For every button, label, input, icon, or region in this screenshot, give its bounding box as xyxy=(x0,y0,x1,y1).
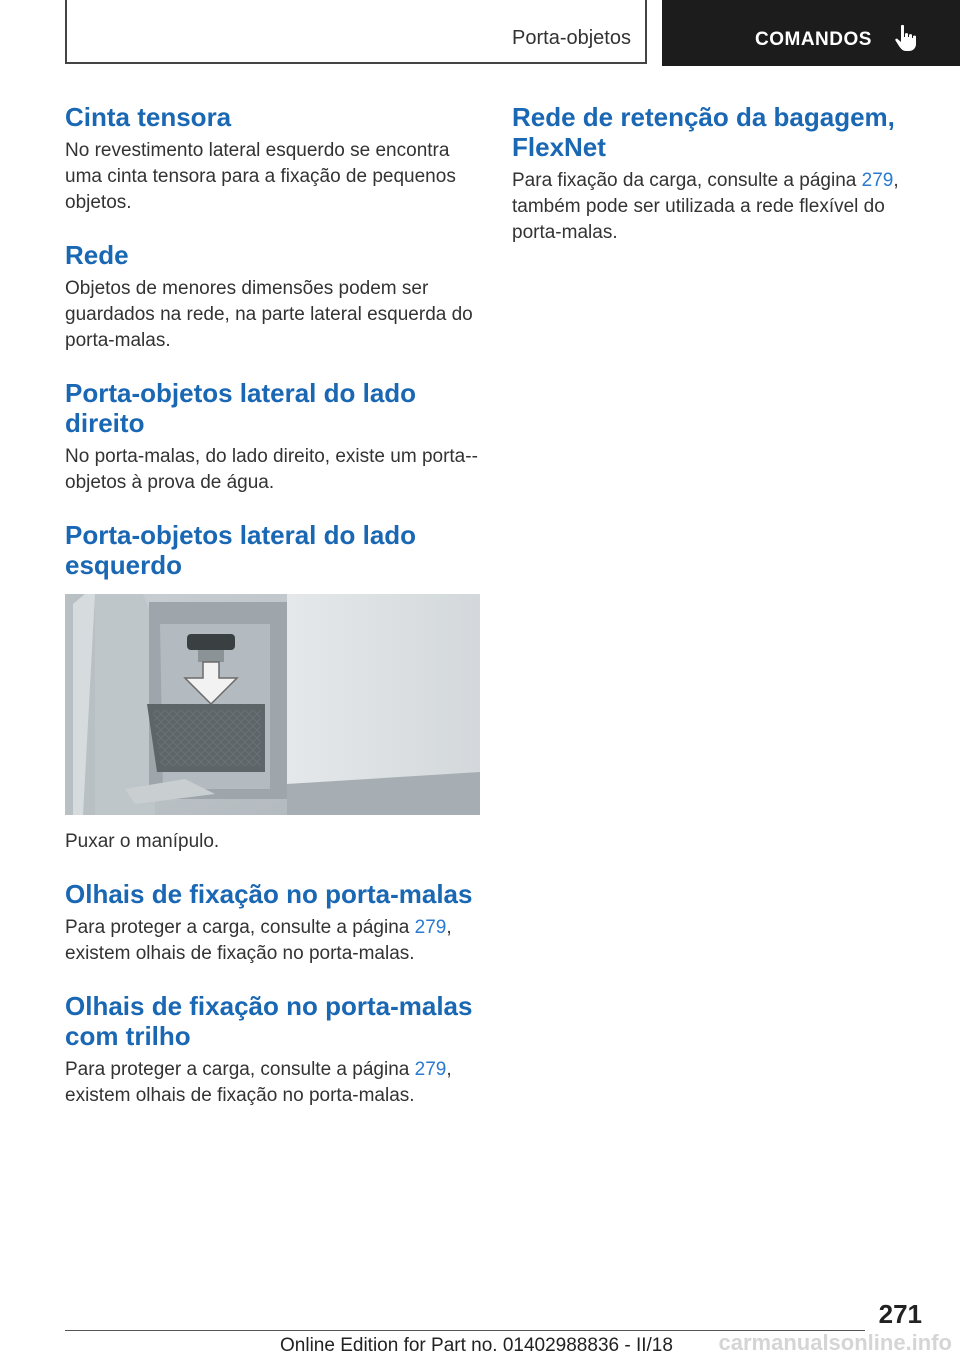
footer-watermark: carmanualsonline.info xyxy=(718,1330,952,1355)
page-number: 271 xyxy=(878,1299,922,1329)
section-cinta-tensora xyxy=(65,102,480,216)
heading-rede: Rede xyxy=(65,240,129,270)
text-olhais-trilho: Para proteger a carga, consulte a página 279, existem olhais de fixação no porta-malas. xyxy=(65,1059,452,1106)
caption-puxar-manipulo: Puxar o manípulo. xyxy=(65,831,220,852)
text-olhais-fixacao: Para proteger a carga, consulte a página 279, existem olhais de fixação no porta-malas. xyxy=(65,917,452,964)
heading-porta-objetos-esquerdo: Porta-objetos lateral do lado esquerdo xyxy=(65,520,417,580)
header-chapter-box xyxy=(662,0,960,66)
heading-olhais-trilho: Olhais de fixação no porta-malas com trilho xyxy=(65,991,473,1051)
right-column xyxy=(512,102,912,270)
page-link-279[interactable]: 279 xyxy=(414,1059,447,1080)
text-rede: Objetos de menores dimensões podem ser guardados na rede, na parte lateral esquerda do porta-malas. xyxy=(65,278,473,351)
section-olhais-fixacao xyxy=(65,879,480,967)
heading-olhais-fixacao: Olhais de fixação no porta-malas xyxy=(65,879,473,909)
header-chapter-title: COMANDOS xyxy=(755,29,872,50)
section-rede xyxy=(65,240,480,354)
header-section-title: Porta-objetos xyxy=(512,27,631,49)
trunk-compartment-photo xyxy=(65,594,480,815)
section-flexnet xyxy=(512,102,912,246)
left-column xyxy=(65,102,480,1133)
heading-flexnet: Rede de retenção da bagagem, FlexNet xyxy=(512,102,895,162)
text-cinta-tensora: No revestimento lateral esquerdo se encontra uma cinta tensora para a fixação de pequenos objetos. xyxy=(65,140,456,213)
section-porta-objetos-esquerdo xyxy=(65,520,480,855)
text-flexnet: Para fixação da carga, consulte a página 279, também pode ser utilizada a rede flexível do porta-malas. xyxy=(512,170,899,243)
heading-porta-objetos-direito: Porta-objetos lateral do lado direito xyxy=(65,378,417,438)
page-link-279[interactable]: 279 xyxy=(861,170,894,191)
text-porta-objetos-direito: No porta-malas, do lado direito, existe um porta--objetos à prova de água. xyxy=(65,446,478,493)
section-porta-objetos-direito xyxy=(65,378,480,496)
page-link-279[interactable]: 279 xyxy=(414,917,447,938)
section-olhais-trilho xyxy=(65,991,480,1109)
pointing-hand-icon xyxy=(894,24,920,54)
heading-cinta-tensora: Cinta tensora xyxy=(65,102,232,132)
header-section-box xyxy=(65,0,647,64)
footer-edition: Online Edition for Part no. 01402988836 - II/18 xyxy=(280,1335,673,1356)
